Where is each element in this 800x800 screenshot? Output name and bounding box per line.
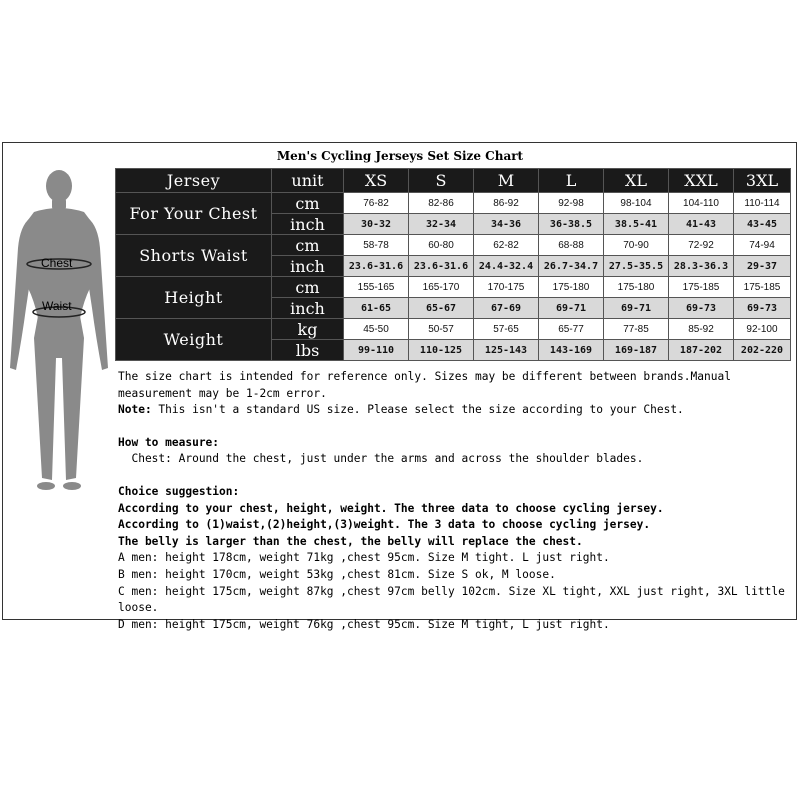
how-to-measure-chest: Chest: Around the chest, just under the arms and across the shoulder blades. <box>118 452 644 466</box>
header-unit: unit <box>272 169 344 193</box>
size-s: S <box>409 169 474 193</box>
example-c: C men: height 175cm, weight 87kg ,chest 97cm belly 102cm. Size XL tight, XXL just right, 3XL little loose. <box>118 584 785 615</box>
example-a: A men: height 178cm, weight 71kg ,chest 95cm. Size M tight. L just right. <box>118 551 610 565</box>
table-cell: 155-165 <box>344 277 409 298</box>
table-cell: 65-77 <box>539 319 604 340</box>
disclaimer-text: The size chart is intended for reference only. Sizes may be different between brands.Manual measurement may be 1-2cm error. <box>118 370 731 400</box>
table-cell: 143-169 <box>539 340 604 361</box>
table-cell: 98-104 <box>604 193 669 214</box>
table-cell: 26.7-34.7 <box>539 256 604 277</box>
table-cell: 92-98 <box>539 193 604 214</box>
table-cell: 110-125 <box>409 340 474 361</box>
example-b: B men: height 170cm, weight 53kg ,chest 81cm. Size S ok, M loose. <box>118 567 556 581</box>
row-label-weight: Weight <box>116 319 272 361</box>
table-cell: 30-32 <box>344 214 409 235</box>
table-cell: 62-82 <box>474 235 539 256</box>
table-cell: 58-78 <box>344 235 409 256</box>
unit-cell: inch <box>272 298 344 319</box>
size-xxl: XXL <box>669 169 734 193</box>
table-cell: 187-202 <box>669 340 734 361</box>
table-cell: 175-185 <box>669 277 734 298</box>
table-cell: 77-85 <box>604 319 669 340</box>
table-cell: 169-187 <box>604 340 669 361</box>
table-cell: 92-100 <box>734 319 791 340</box>
unit-cell: cm <box>272 193 344 214</box>
table-cell: 165-170 <box>409 277 474 298</box>
table-cell: 45-50 <box>344 319 409 340</box>
table-cell: 69-73 <box>734 298 791 319</box>
table-cell: 170-175 <box>474 277 539 298</box>
table-cell: 57-65 <box>474 319 539 340</box>
table-cell: 86-92 <box>474 193 539 214</box>
unit-cell: kg <box>272 319 344 340</box>
unit-cell: inch <box>272 256 344 277</box>
size-3xl: 3XL <box>734 169 791 193</box>
size-l: L <box>539 169 604 193</box>
table-cell: 41-43 <box>669 214 734 235</box>
header-row <box>116 169 791 193</box>
table-cell: 99-110 <box>344 340 409 361</box>
row-label-waist: Shorts Waist <box>116 235 272 277</box>
note-label: Note: <box>118 403 152 417</box>
table-cell: 70-90 <box>604 235 669 256</box>
choice-line-1: According to your chest, height, weight. The three data to choose cycling jersey. <box>118 501 664 515</box>
size-table <box>115 168 791 361</box>
table-row <box>116 319 791 340</box>
table-cell: 72-92 <box>669 235 734 256</box>
size-xs: XS <box>344 169 409 193</box>
table-cell: 68-88 <box>539 235 604 256</box>
waist-label: Waist <box>42 299 72 313</box>
unit-cell: lbs <box>272 340 344 361</box>
chest-label: Chest <box>41 256 73 270</box>
table-row <box>116 193 791 214</box>
table-cell: 69-73 <box>669 298 734 319</box>
note-text: This isn't a standard US size. Please select the size according to your Chest. <box>151 403 684 417</box>
example-d: D men: height 175cm, weight 76kg ,chest 95cm. Size M tight, L just right. <box>118 617 610 631</box>
table-cell: 24.4-32.4 <box>474 256 539 277</box>
unit-cell: cm <box>272 235 344 256</box>
table-cell: 125-143 <box>474 340 539 361</box>
choice-title: Choice suggestion: <box>118 484 240 498</box>
size-m: M <box>474 169 539 193</box>
table-cell: 175-180 <box>604 277 669 298</box>
table-cell: 82-86 <box>409 193 474 214</box>
table-cell: 76-82 <box>344 193 409 214</box>
table-cell: 110-114 <box>734 193 791 214</box>
table-cell: 67-69 <box>474 298 539 319</box>
how-to-measure-title: How to measure: <box>118 435 220 449</box>
table-cell: 175-180 <box>539 277 604 298</box>
table-cell: 38.5-41 <box>604 214 669 235</box>
body-figure <box>4 168 114 498</box>
table-cell: 50-57 <box>409 319 474 340</box>
notes-section <box>118 369 794 633</box>
table-cell: 29-37 <box>734 256 791 277</box>
table-cell: 74-94 <box>734 235 791 256</box>
unit-cell: cm <box>272 277 344 298</box>
table-row <box>116 277 791 298</box>
row-label-height: Height <box>116 277 272 319</box>
table-cell: 65-67 <box>409 298 474 319</box>
table-cell: 43-45 <box>734 214 791 235</box>
chart-title: Men's Cycling Jerseys Set Size Chart <box>276 149 524 163</box>
table-cell: 23.6-31.6 <box>344 256 409 277</box>
table-cell: 85-92 <box>669 319 734 340</box>
unit-cell: inch <box>272 214 344 235</box>
body-silhouette-icon <box>4 168 114 498</box>
header-label: Jersey <box>116 169 272 193</box>
row-label-chest: For Your Chest <box>116 193 272 235</box>
table-cell: 27.5-35.5 <box>604 256 669 277</box>
note-line <box>118 402 794 419</box>
table-cell: 23.6-31.6 <box>409 256 474 277</box>
table-cell: 61-65 <box>344 298 409 319</box>
table-cell: 60-80 <box>409 235 474 256</box>
table-cell: 175-185 <box>734 277 791 298</box>
table-cell: 28.3-36.3 <box>669 256 734 277</box>
choice-line-3: The belly is larger than the chest, the belly will replace the chest. <box>118 534 583 548</box>
size-xl: XL <box>604 169 669 193</box>
table-cell: 104-110 <box>669 193 734 214</box>
table-cell: 36-38.5 <box>539 214 604 235</box>
table-cell: 69-71 <box>604 298 669 319</box>
table-row <box>116 235 791 256</box>
table-cell: 32-34 <box>409 214 474 235</box>
choice-line-2: According to (1)waist,(2)height,(3)weight. The 3 data to choose cycling jersey. <box>118 518 651 532</box>
table-cell: 69-71 <box>539 298 604 319</box>
table-cell: 202-220 <box>734 340 791 361</box>
table-cell: 34-36 <box>474 214 539 235</box>
